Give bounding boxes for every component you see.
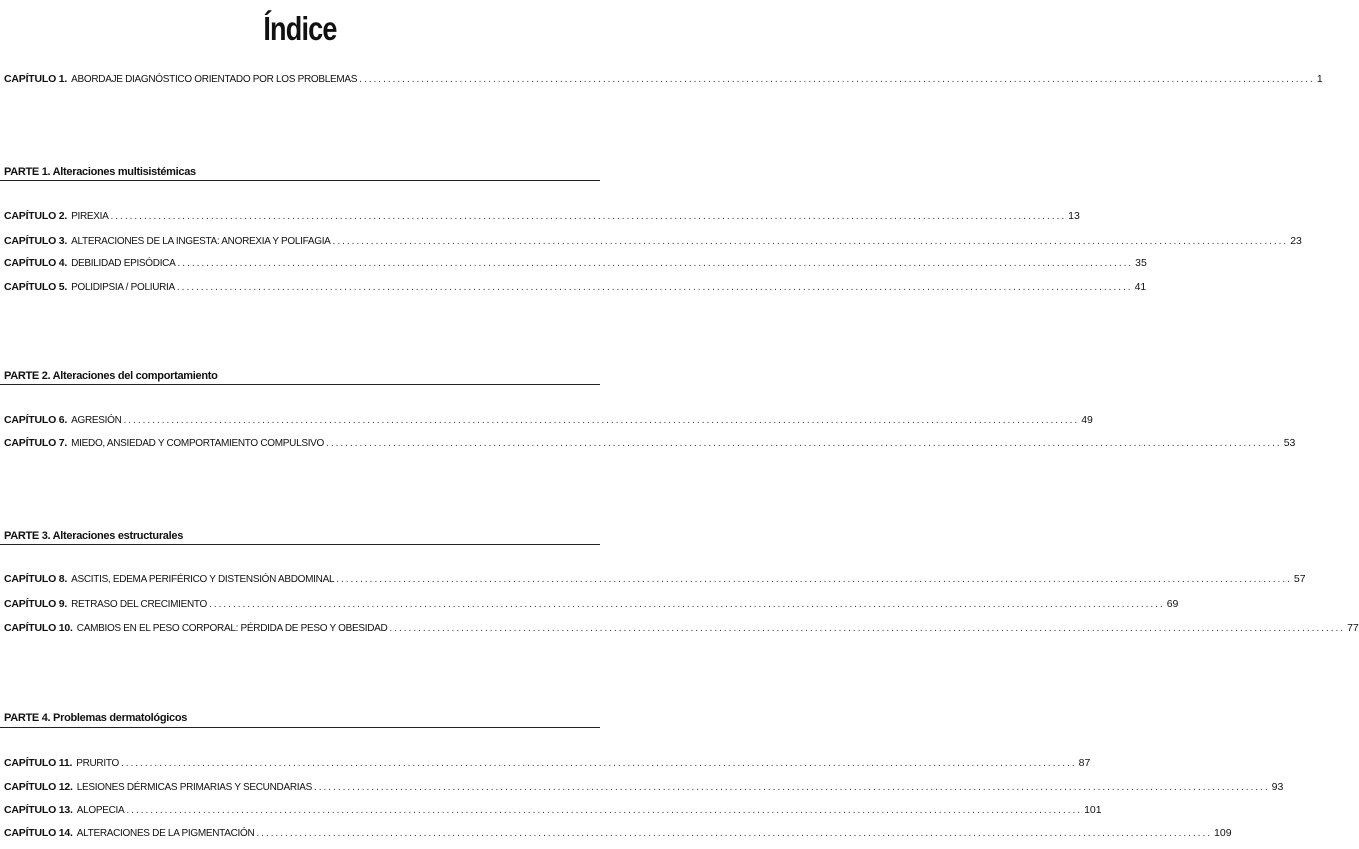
page-number: 23: [1290, 235, 1302, 247]
part-heading-3: PARTE 3. Alteraciones estructurales: [4, 530, 184, 542]
page-number: 69: [1166, 598, 1179, 610]
chapter-title: RETRASO DEL CRECIMIENTO: [71, 599, 208, 610]
chapter-title: POLIDIPSIA / POLIURIA: [71, 282, 175, 293]
toc-entry-chapter-5[interactable]: [4, 280, 1147, 294]
dot-leader: ........................................................................................................................................................................................................: [123, 415, 1080, 426]
page-number: 77: [1347, 622, 1359, 634]
toc-entry-chapter-8[interactable]: [4, 572, 1306, 586]
dot-leader: ........................................................................................................................................................................................................: [313, 782, 1270, 793]
dot-leader: ........................................................................................................................................................................................................: [332, 236, 1289, 247]
chapter-title: ALOPECIA: [76, 805, 125, 816]
dot-leader: ........................................................................................................................................................................................................: [177, 258, 1134, 269]
toc-entry-chapter-6[interactable]: [4, 413, 1093, 427]
toc-entry-chapter-10[interactable]: [4, 621, 1359, 635]
toc-entry-chapter-13[interactable]: [4, 803, 1102, 817]
chapter-title: ALTERACIONES DE LA INGESTA: ANOREXIA Y POLIFAGIA: [71, 236, 331, 247]
toc-entry-chapter-4[interactable]: [4, 256, 1147, 270]
part-divider: [0, 384, 600, 385]
page-number: 109: [1214, 827, 1232, 839]
toc-entry-chapter-1[interactable]: [4, 72, 1323, 86]
chapter-title: PIREXIA: [71, 211, 109, 222]
chapter-title: AGRESIÓN: [71, 415, 122, 426]
chapter-label: CAPÍTULO 9.: [4, 598, 68, 610]
chapter-label: CAPÍTULO 10.: [4, 622, 73, 634]
dot-leader: ........................................................................................................................................................................................................: [359, 74, 1315, 85]
dot-leader: ........................................................................................................................................................................................................: [126, 805, 1083, 816]
part-heading-1: PARTE 1. Alteraciones multisistémicas: [4, 166, 196, 178]
page-number: 41: [1134, 281, 1147, 293]
chapter-title: LESIONES DÉRMICAS PRIMARIAS Y SECUNDARIAS: [76, 782, 312, 793]
chapter-label: CAPÍTULO 12.: [4, 781, 73, 793]
chapter-label: CAPÍTULO 14.: [4, 827, 73, 839]
page-number: 53: [1283, 437, 1296, 449]
chapter-title: ABORDAJE DIAGNÓSTICO ORIENTADO POR LOS PROBLEMAS: [71, 74, 358, 85]
chapter-label: CAPÍTULO 5.: [4, 281, 68, 293]
chapter-title: ALTERACIONES DE LA PIGMENTACIÓN: [76, 828, 255, 839]
toc-entry-chapter-7[interactable]: [4, 436, 1296, 450]
chapter-label: CAPÍTULO 6.: [4, 414, 68, 426]
chapter-label: CAPÍTULO 4.: [4, 257, 68, 269]
page-number: 101: [1084, 804, 1102, 816]
toc-entry-chapter-14[interactable]: [4, 826, 1232, 840]
part-divider: [0, 727, 600, 728]
dot-leader: ........................................................................................................................................................................................................: [120, 758, 1077, 769]
chapter-label: CAPÍTULO 8.: [4, 573, 68, 585]
chapter-title: CAMBIOS EN EL PESO CORPORAL: PÉRDIDA DE PESO Y OBESIDAD: [76, 623, 388, 634]
part-heading-4: PARTE 4. Problemas dermatológicos: [4, 712, 188, 724]
chapter-label: CAPÍTULO 2.: [4, 210, 68, 222]
toc-entry-chapter-9[interactable]: [4, 597, 1179, 611]
dot-leader: ........................................................................................................................................................................................................: [256, 828, 1213, 839]
dot-leader: ........................................................................................................................................................................................................: [176, 282, 1133, 293]
chapter-label: CAPÍTULO 13.: [4, 804, 73, 816]
page-number: 13: [1068, 210, 1080, 222]
chapter-label: CAPÍTULO 7.: [4, 437, 68, 449]
dot-leader: ........................................................................................................................................................................................................: [110, 211, 1067, 222]
chapter-title: ASCITIS, EDEMA PERIFÉRICO Y DISTENSIÓN ABDOMINAL: [71, 574, 335, 585]
dot-leader: ........................................................................................................................................................................................................: [326, 438, 1282, 449]
dot-leader: ........................................................................................................................................................................................................: [209, 599, 1165, 610]
part-heading-2: PARTE 2. Alteraciones del comportamiento: [4, 370, 218, 382]
dot-leader: ........................................................................................................................................................................................................: [336, 574, 1292, 585]
toc-entry-chapter-3[interactable]: [4, 234, 1302, 248]
chapter-label: CAPÍTULO 1.: [4, 73, 68, 85]
page-number: 35: [1135, 257, 1147, 269]
toc-entry-chapter-11[interactable]: [4, 756, 1091, 770]
page-number: 1: [1316, 73, 1323, 85]
chapter-title: DEBILIDAD EPISÓDICA: [71, 258, 176, 269]
toc-entry-chapter-2[interactable]: [4, 209, 1080, 223]
toc-entry-chapter-12[interactable]: [4, 780, 1284, 794]
page-number: 49: [1081, 414, 1093, 426]
chapter-label: CAPÍTULO 11.: [4, 757, 73, 769]
chapter-title: MIEDO, ANSIEDAD Y COMPORTAMIENTO COMPULSIVO: [71, 438, 325, 449]
page-number: 93: [1271, 781, 1284, 793]
dot-leader: ........................................................................................................................................................................................................: [389, 623, 1346, 634]
part-divider: [0, 180, 600, 181]
chapter-title: PRURITO: [76, 758, 119, 769]
page-number: 57: [1293, 573, 1306, 585]
part-divider: [0, 544, 600, 545]
chapter-label: CAPÍTULO 3.: [4, 235, 68, 247]
page-number: 87: [1078, 757, 1091, 769]
page-title: Índice: [263, 10, 337, 47]
